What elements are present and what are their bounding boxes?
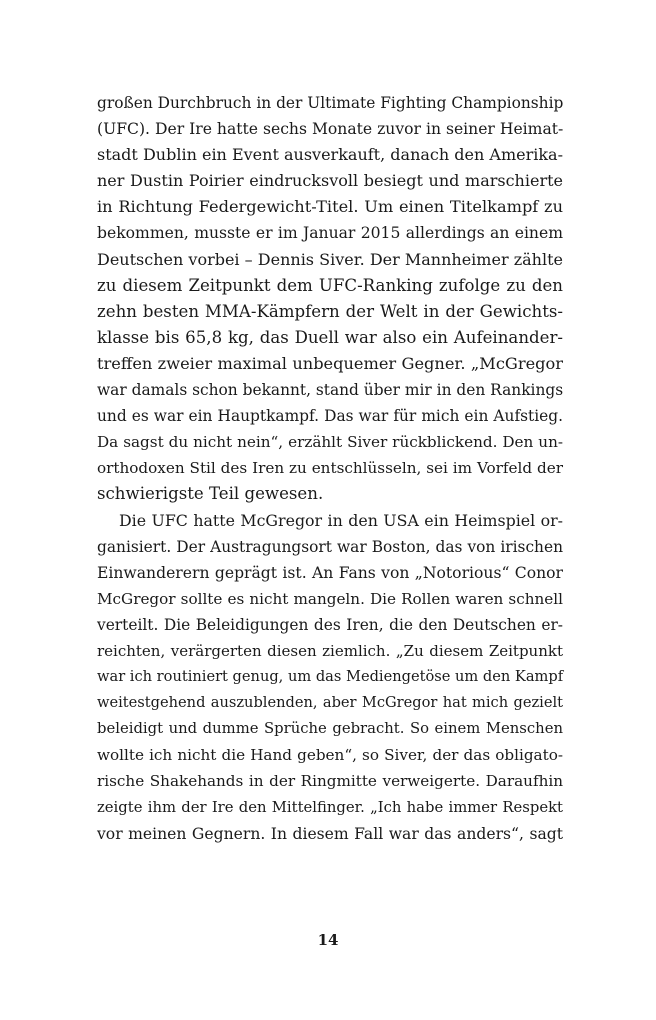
text-line: großen Durchbruch in der Ultimate Fighting Championship (97, 94, 564, 112)
text-line: verteilt. Die Beleidigungen des Iren, die den Deutschen er- (97, 615, 563, 634)
text-line: vor meinen Gegnern. In diesem Fall war das anders“, sagt (97, 824, 563, 843)
text-line: zehn besten MMA-Kämpfern der Welt in der Gewichts- (97, 301, 563, 321)
text-line: ganisiert. Der Austragungsort war Boston, das von irischen (97, 537, 563, 556)
page-number: 14 (317, 931, 339, 949)
text-line: orthodoxen Stil des Iren zu entschlüsseln, sei im Vorfeld der (97, 459, 563, 478)
text-line: stadt Dublin ein Event ausverkauft, danach den Amerika- (97, 145, 563, 165)
text-line: Die UFC hatte McGregor in den USA ein Heimspiel or- (119, 510, 563, 530)
text-line: schwierigste Teil gewesen. (97, 484, 324, 504)
text-line: weitestgehend auszublenden, aber McGregor hat mich gezielt (97, 694, 563, 712)
paragraph (97, 90, 563, 508)
text-line: klasse bis 65,8 kg, das Duell war also ein Aufeinander- (97, 327, 563, 347)
text-line: wollte ich nicht die Hand geben“, so Siver, der das obligato- (97, 746, 563, 765)
text-line: zu diesem Zeitpunkt dem UFC-Ranking zufolge zu den (97, 275, 563, 295)
text-line: rische Shakehands in der Ringmitte verweigerte. Daraufhin (97, 772, 563, 791)
text-line: ner Dustin Poirier eindrucksvoll besiegt und marschierte (97, 171, 563, 191)
paragraph (97, 508, 563, 847)
text-line: (UFC). Der Ire hatte sechs Monate zuvor in seiner Heimat- (97, 120, 564, 139)
text-line: bekommen, musste er im Januar 2015 allerdings an einem (97, 224, 563, 243)
text-line: war damals schon bekannt, stand über mir in den Rankings (97, 381, 564, 400)
text-line: zeigte ihm der Ire den Mittelfinger. „Ich habe immer Respekt (97, 798, 563, 816)
text-line: McGregor sollte es nicht mangeln. Die Rollen waren schnell (97, 589, 563, 608)
body-text (97, 90, 563, 847)
text-line: und es war ein Hauptkampf. Das war für mich ein Aufstieg. (97, 407, 563, 426)
text-line: treffen zweier maximal unbequemer Gegner. „McGregor (97, 353, 563, 373)
text-line: beleidigt und dumme Sprüche gebracht. So einem Menschen (97, 720, 563, 738)
text-line: Deutschen vorbei – Dennis Siver. Der Mannheimer zählte (97, 249, 563, 269)
text-line: Einwanderern geprägt ist. An Fans von „Notorious“ Conor (97, 563, 563, 582)
text-line: reichten, verärgerten diesen ziemlich. „Zu diesem Zeitpunkt (97, 641, 563, 660)
text-line: in Richtung Federgewicht-Titel. Um einen Titelkampf zu (97, 197, 563, 217)
text-line: war ich routiniert genug, um das Mediengetöse um den Kampf (97, 668, 564, 686)
text-line: Da sagst du nicht nein“, erzählt Siver rückblickend. Den un- (97, 433, 563, 452)
